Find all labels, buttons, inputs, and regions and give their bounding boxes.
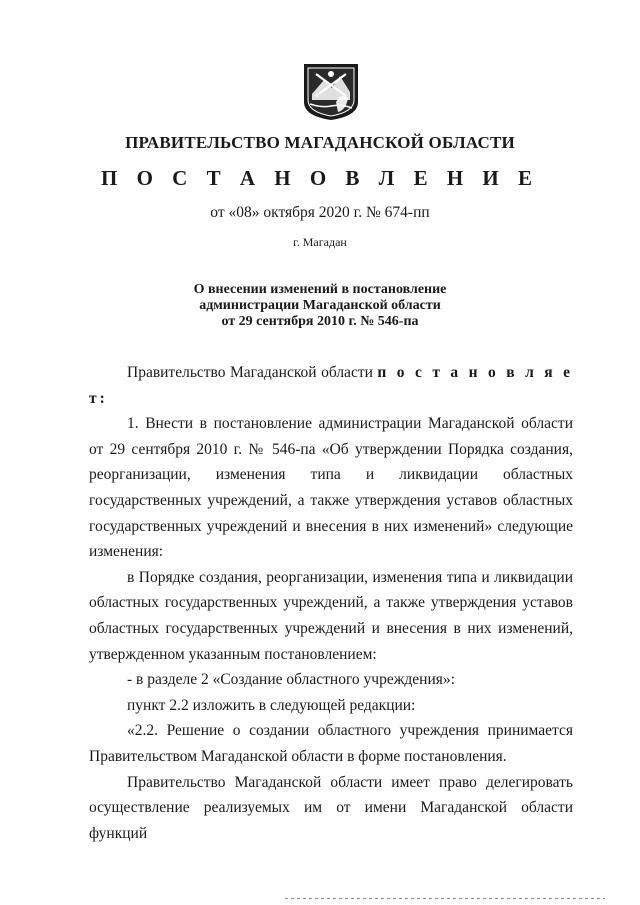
page-bottom-rule	[285, 898, 605, 899]
document-body	[89, 360, 573, 846]
paragraph-4: пункт 2.2 изложить в следующей редакции:	[127, 696, 416, 714]
paragraph-3: - в разделе 2 «Создание областного учреждения»:	[127, 671, 455, 689]
paragraph-2: в Порядке создания, реорганизации, изменения типа и ликвидации областных государственных учреждений, а также утверждения уставов областных государственных учреждений и внесения в них изменений, утвержденном указанным постановлением:	[89, 568, 573, 663]
title-line-3: от 29 сентября 2010 г. № 546-па	[221, 314, 419, 329]
intro-verb: п о с т а н о в л я е т:	[89, 364, 574, 407]
paragraph-5: «2.2. Решение о создании областного учреждения принимается Правительством Магаданской области в форме постановления.	[89, 722, 573, 765]
intro-text: Правительство Магаданской области	[127, 364, 373, 381]
paragraph-1: 1. Внести в постановление администрации Магаданской области от 29 сентября 2010 г. № 546-па «Об утверждении Порядка создания, реорганизации, изменения типа и ликвидации областных государственных учреждений, а также утверждения уставов областных государственных учреждений и внесения в них изменений» следующие изменения:	[89, 415, 573, 561]
document-type: П О С Т А Н О В Л Е Н И Е	[100, 166, 539, 190]
title-line-2: администрации Магаданской области	[199, 298, 441, 313]
paragraph-6: Правительство Магаданской области имеет право делегировать осуществление реализуемых им от имени Магаданской области функций	[89, 773, 573, 842]
government-name: ПРАВИТЕЛЬСТВО МАГАДАНСКОЙ ОБЛАСТИ	[125, 133, 515, 152]
city-name: г. Магадан	[293, 235, 347, 249]
date-number-line: от «08» октября 2020 г. № 674-пп	[210, 204, 430, 221]
coat-of-arms-icon	[302, 62, 360, 122]
document-title	[0, 282, 640, 330]
intro-paragraph	[89, 360, 573, 411]
title-line-1: О внесении изменений в постановление	[193, 282, 447, 297]
